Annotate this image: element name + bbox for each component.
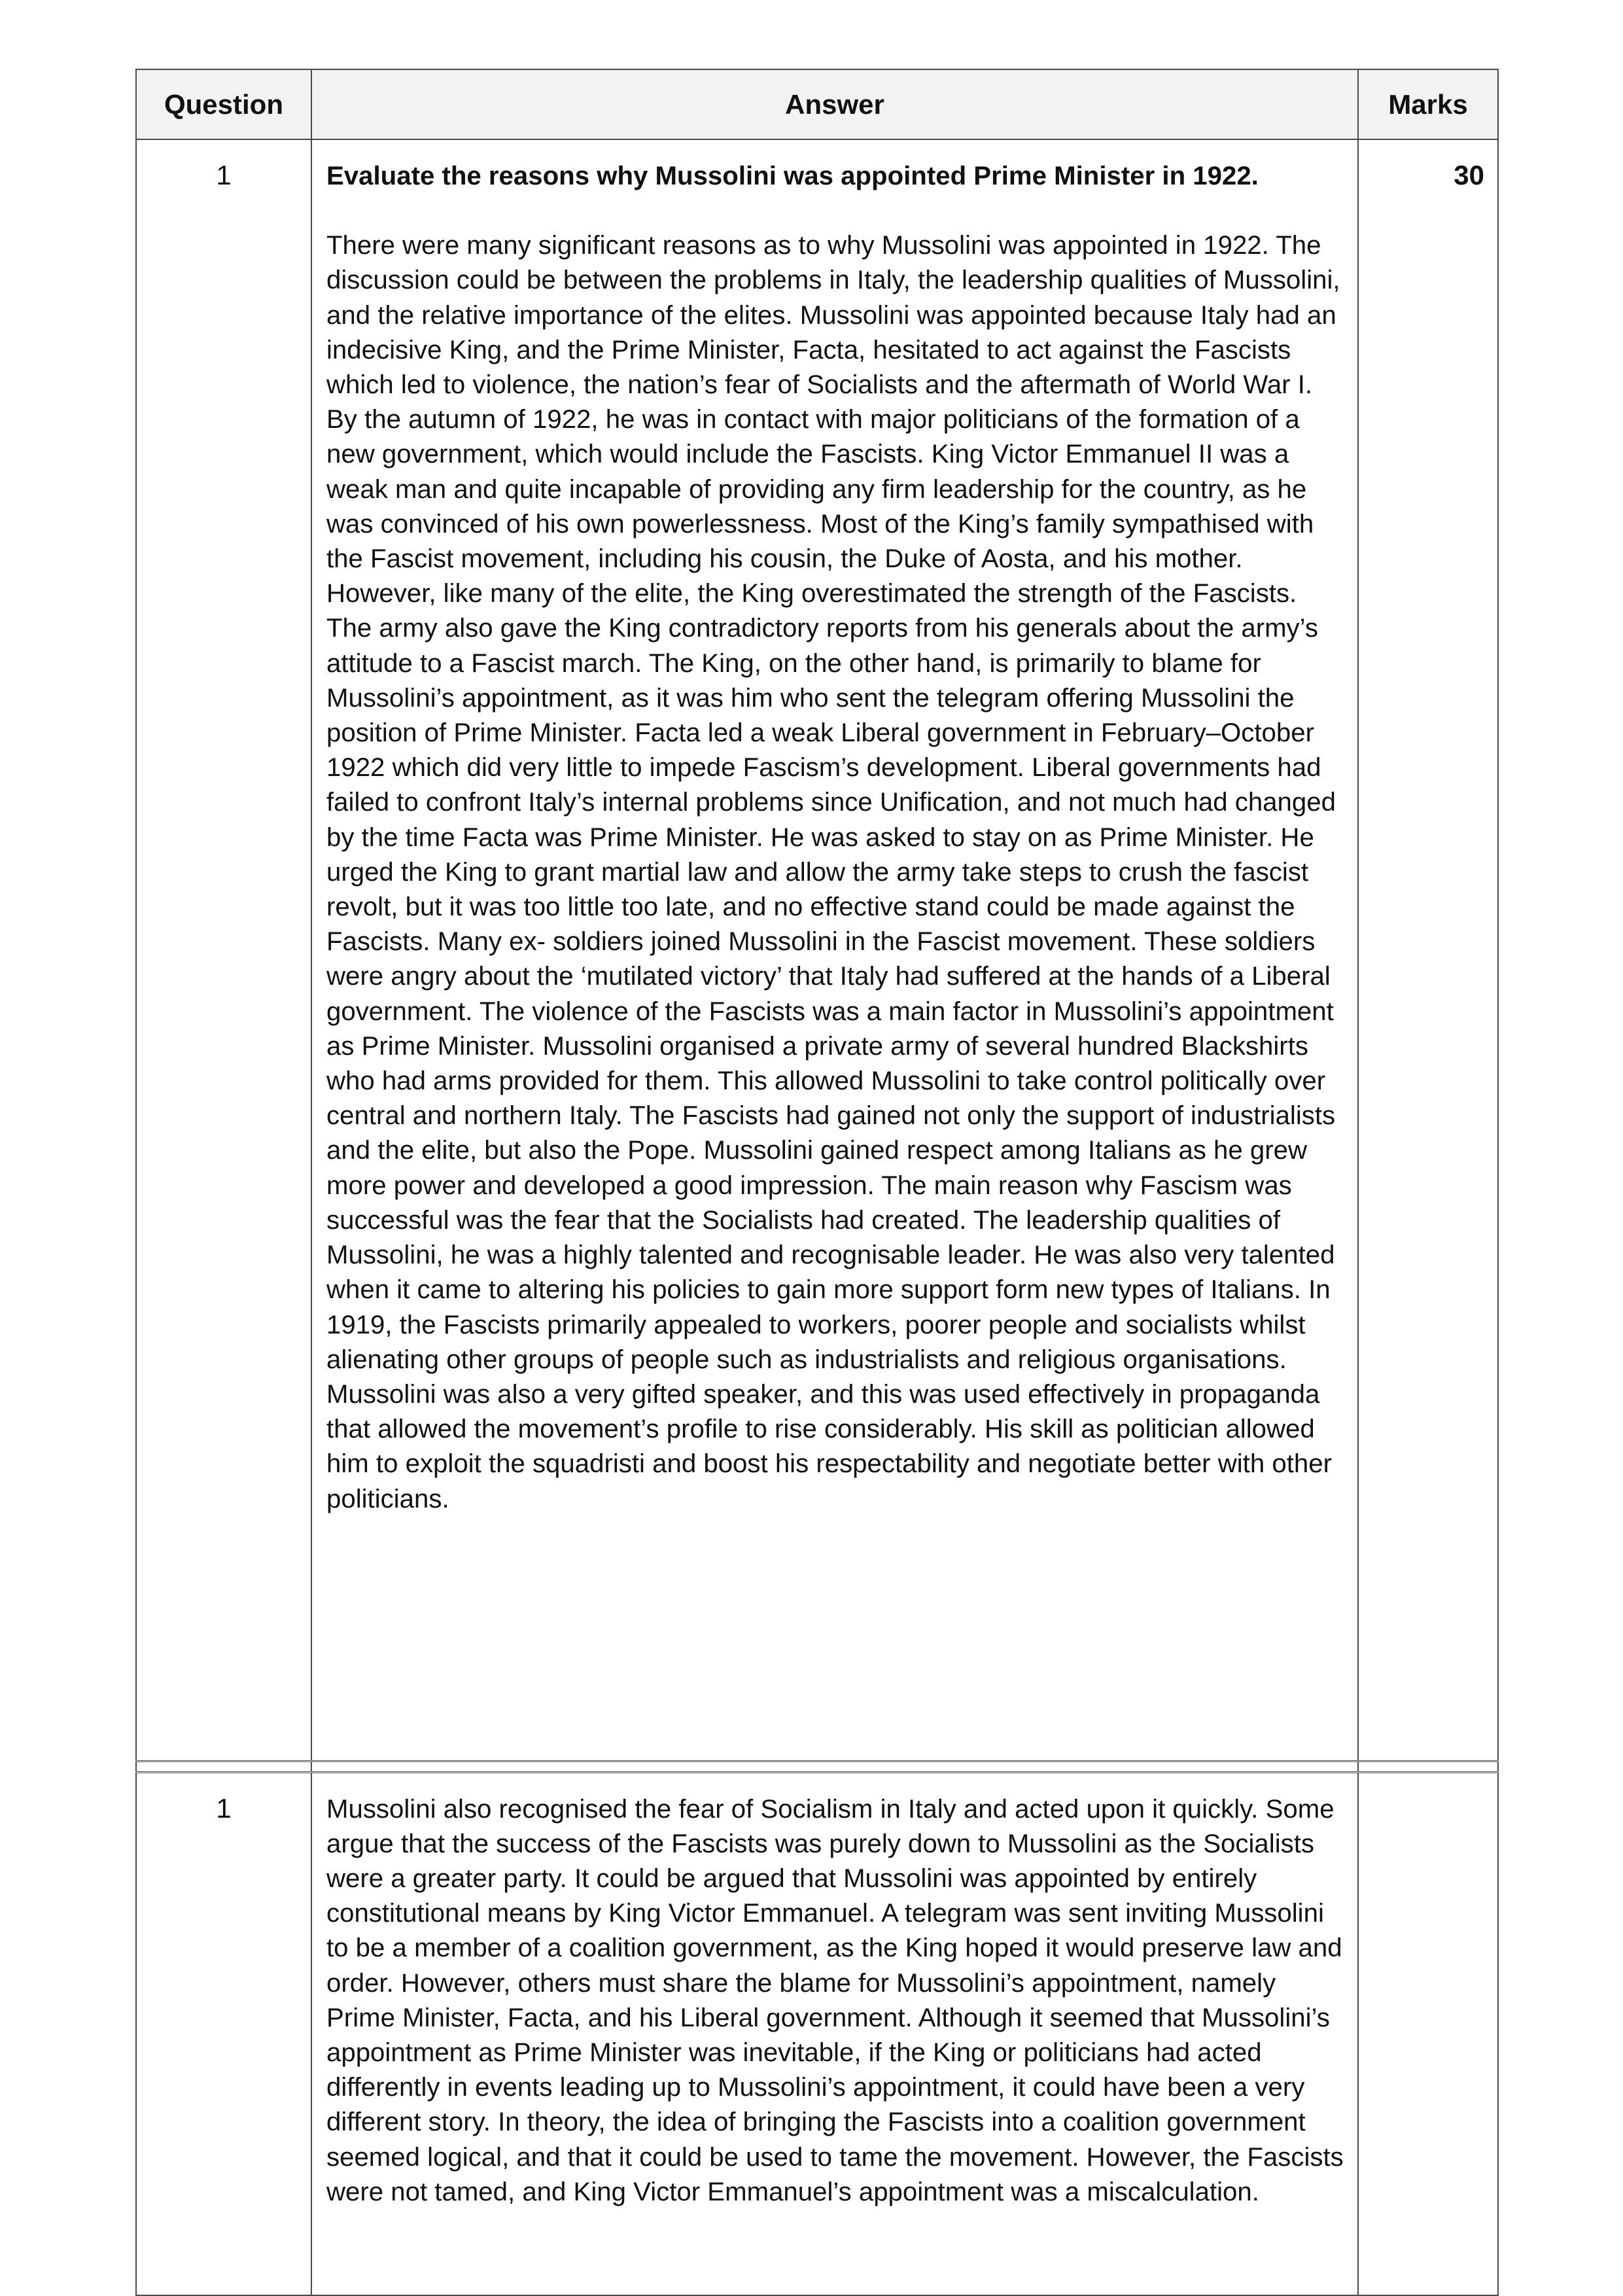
separator-cell — [136, 1761, 311, 1772]
question-column-header: Question — [136, 69, 311, 139]
marks-value: 30 — [1358, 139, 1498, 1761]
answer-column-header: Answer — [311, 69, 1358, 139]
answer-text: There were many significant reasons as to why Mussolini was appointed in 1922. The discussion could be between the problems in Italy, the leadership qualities of Mussolini, and the relative importance of the elites. Mussolini was appointed because Italy had an indecisive King, and the Prime Minister, Facta, hesitated to act against the Fascists which led to violence, the nation’s fear of Socialists and the aftermath of World War I. By the autumn of 1922, he was in contact with major politicians of the formation of a new government, which would include the Fascists. King Victor Emmanuel II was a weak man and quite incapable of providing any firm leadership for the country, as he was convinced of his own powerlessness. Most of the King’s family sympathised with the Fascist movement, including his cousin, the Duke of Aosta, and his mother. However, like many of the elite, the King overestimated the strength of the Fascists. The army also gave the King contradictory reports from his generals about the army’s attitude to a Fascist march. The King, on the other hand, is primarily to blame for Mussolini’s appointment, as it was him who sent the telegram offering Mussolini the position of Prime Minister. Facta led a weak Liberal government in February–October 1922 which did very little to impede Fascism’s development. Liberal governments had failed to confront Italy’s internal problems since Unification, and not much had changed by the time Facta was Prime Minister. He was asked to stay on as Prime Minister. He urged the King to grant martial law and allow the army take steps to crush the fascist revolt, but it was too little too late, and no effective stand could be made against the Fascists. Many ex- soldiers joined Mussolini in the Fascist movement. These soldiers were angry about the ‘mutilated victory’ that Italy had suffered at the hands of a Liberal government. The violence of the Fascists was a main factor in Mussolini’s appointment as Prime Minister. Mussolini organised a private army of several hundred Blackshirts who had arms provided for them. This allowed Mussolini to take control politically over central and northern Italy. The Fascists had gained not only the support of industrialists and the elite, but also the Pope. Mussolini gained respect among Italians as he grew more power and developed a good impression. The main reason why Fascism was successful was the fear that the Socialists had created. The leadership qualities of Mussolini, he was a highly talented and recognisable leader. He was also very talented when it came to altering his policies to gain more support form new types of Italians. In 1919, the Fascists primarily appealed to workers, poorer people and socialists whilst alienating other groups of people such as industrialists and religious organisations. Mussolini was also a very gifted speaker, and this was used effectively in propaganda that allowed the movement’s profile to rise considerably. His skill as politician allowed him to exploit the squadristi and boost his respectability and negotiate better with other politicians. — [326, 230, 1340, 1513]
table-row — [136, 139, 1498, 1761]
separator-cell — [1358, 1761, 1498, 1772]
question-number: 1 — [136, 139, 311, 1761]
table-row — [136, 1772, 1498, 2295]
mark-scheme-page — [135, 69, 1497, 2296]
row-separator — [136, 1761, 1498, 1772]
question-number: 1 — [136, 1772, 311, 2295]
question-title: Evaluate the reasons why Mussolini was appointed Prime Minister in 1922. — [326, 161, 1259, 190]
marks-value — [1358, 1772, 1498, 2295]
answer-cell — [311, 1772, 1358, 2295]
answer-text: Mussolini also recognised the fear of Socialism in Italy and acted upon it quickly. Some argue that the success of the Fascists was purely down to Mussolini as the Socialists were a greater party. It could be argued that Mussolini was appointed by entirely constitutional means by King Victor Emmanuel. A telegram was sent inviting Mussolini to be a member of a coalition government, as the King hoped it would preserve law and order. However, others must share the blame for Mussolini’s appointment, namely Prime Minister, Facta, and his Liberal government. Although it seemed that Mussolini’s appointment as Prime Minister was inevitable, if the King or politicians had acted differently in events leading up to Mussolini’s appointment, it could have been a very different story. In theory, the idea of bringing the Fascists into a coalition government seemed logical, and that it could be used to tame the movement. However, the Fascists were not tamed, and King Victor Emmanuel’s appointment was a miscalculation. — [326, 1793, 1344, 2206]
table-header-row — [136, 69, 1498, 139]
separator-cell — [311, 1761, 1358, 1772]
answer-cell — [311, 139, 1358, 1761]
mark-scheme-table — [135, 69, 1499, 2296]
marks-column-header: Marks — [1358, 69, 1498, 139]
